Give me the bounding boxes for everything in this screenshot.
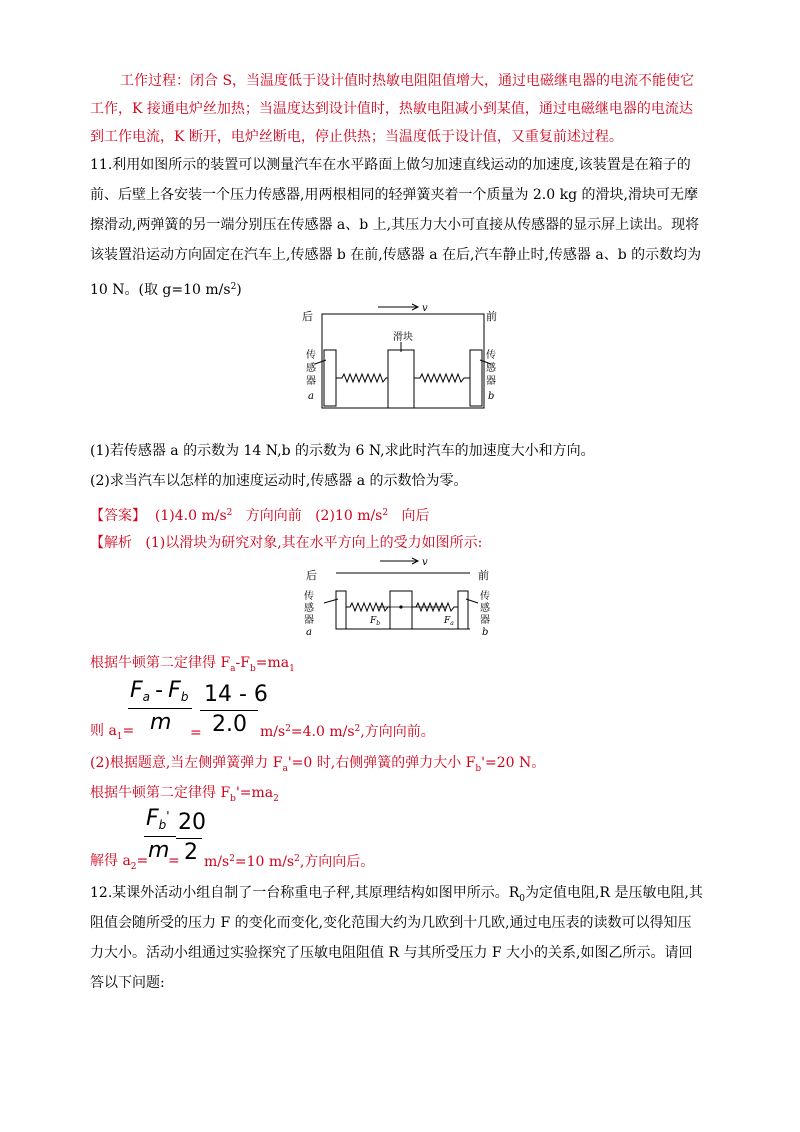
fraction-3-bar [144,836,176,837]
front-label-2: 前 [478,569,489,582]
sensor-a-char-3-fig2: 器 [304,615,314,626]
fraction-4-bar [176,838,202,839]
result-1-suffix: $m/s^2=4.0$ $m/s^2$,方向向前。 [260,724,435,740]
velocity-label: v [422,303,428,314]
sensor-b-char-3: 器 [486,376,496,387]
sensor-b-char-3-fig2: 器 [480,615,490,626]
result-1-equals: = [190,725,202,741]
fraction-3-numerator: $F_b'$ [146,806,170,833]
sensor-a-char-2-fig2: 感 [304,603,314,614]
law-1: 根据牛顿第二定律得 $F_a-F_b=ma_1$ [90,655,295,674]
answer-tag: 【答案】 [90,508,146,524]
velocity-label-2: v [422,557,428,568]
work-process-line-2: 工作，K 接通电炉丝加热；当温度达到设计值时，热敏电阻减小到某值，通过电磁继电器的电流达 [90,101,693,117]
sensor-a-char-1: 传 [306,350,316,361]
front-label: 前 [486,310,497,323]
sensor-b-char-1: 传 [486,350,496,361]
fraction-4-numerator: 20 [178,810,206,835]
fraction-2-numerator: 14 - 6 [204,682,268,707]
sensor-b-char-2-fig2: 感 [480,603,490,614]
slider-block [388,350,414,408]
force-a-label: $F_a$ [444,616,454,627]
sensor-a-char-1-fig2: 传 [304,591,314,602]
fraction-1 [128,678,194,738]
q12-line-2: 阻值会随所受的压力 F 的变化而变化,变化范围大约为几欧到十几欧,通过电压表的读数可以得知压 [90,915,692,931]
q11-line-3: 擦滑动,两弹簧的另一端分别压在传感器 a、b 上,其压力大小可直接从传感器的显示屏上读出。现将 [90,217,700,233]
q11-line-5: 10 N。(取 g=10 $m/s^2$) [90,282,242,298]
sensor-b-fig2 [458,591,468,629]
result-1-prefix: 则 $a_1=$ [90,723,135,742]
block-label: 滑块 [393,332,413,343]
q12-line-1: 12.某课外活动小组自制了一台称重电子秤,其原理结构如图甲所示。$R_0$为定值电阻,R 是压敏电阻,其 [90,885,703,904]
fraction-2-denominator: 2.0 [212,712,247,737]
result-2-suffix: $m/s^2=10$ $m/s^2$,方向向后。 [204,854,375,870]
center-dot [399,605,402,608]
q11-line-2: 前、后壁上各安装一个压力传感器,用两根相同的轻弹簧夹着一个质量为 2.0 kg 的滑块,滑块可无摩 [90,187,698,203]
q11-line-4: 该装置沿运动方向固定在汽车上,传感器 b 在前,传感器 a 在后,汽车静止时,传感器 a、b 的示数均为 [90,247,702,263]
fraction-2 [200,682,268,742]
q12-line-4: 答以下问题: [90,975,165,991]
rear-label: 后 [302,310,313,323]
fraction-1-denominator: m [150,710,172,735]
spring-left [336,374,388,382]
sensor-a-char-2: 感 [306,363,316,374]
fraction-1-numerator: $F_a - F_b$ [130,678,189,705]
sensor-box-figure [298,300,508,415]
sensor-a-char-4: a [308,391,314,402]
sensor-b-char-1-fig2: 传 [480,591,490,602]
fraction-1-bar [128,708,192,709]
analysis-intro: 【解析 (1)以滑块为研究对象,其在水平方向上的受力如图所示: [90,535,483,551]
work-process-line-1: 工作过程：闭合 S，当温度低于设计值时热敏电阻阻值增大，通过电磁继电器的电流不能使它 [120,73,695,89]
sensor-a-fig2 [336,591,346,629]
work-process-line-3: 到工作电流，K 断开，电炉丝断电，停止供热；当温度低于设计值，又重复前述过程。 [90,129,623,145]
fraction-4-denominator: 2 [184,840,198,865]
result-2-prefix: 解得 $a_2=$ [90,853,149,872]
rear-label-2: 后 [306,569,317,582]
slider-block-fig2 [390,591,412,629]
q12-line-3: 力大小。活动小组通过实验探究了压敏电阻阻值 R 与其所受压力 F 大小的关系,如图乙所示。请回 [90,945,693,961]
answer-line: 【答案】 (1)4.0 $m/s^2$ 方向向前 (2)10 $m/s^2$ 向后 [90,508,430,524]
spring-right [414,374,470,382]
fraction-2-bar [200,710,258,711]
result-2-equals: = [168,853,180,869]
fraction-4 [176,810,206,870]
q11-sub-1: (1)若传感器 a 的示数为 14 N,b 的示数为 6 N,求此时汽车的加速度大小和方向。 [90,443,595,459]
sensor-b [470,350,482,406]
sensor-b-char-4: b [488,391,495,402]
force-figure [298,555,508,637]
sensor-a-char-3: 器 [306,376,316,387]
part-2-line: (2)根据题意,当左侧弹簧弹力 $F_a'=0$ 时,右侧弹簧的弹力大小 $F_b'=20$ N。 [90,755,546,774]
q11-sub-2: (2)求当汽车以怎样的加速度运动时,传感器 a 的示数恰为零。 [90,473,468,489]
q11-line-1: 11.利用如图所示的装置可以测量汽车在水平路面上做匀加速直线运动的加速度,该装置是在箱子的 [90,157,691,173]
analysis-tag: 【解析 [90,535,132,551]
sensor-b-char-2: 感 [486,363,496,374]
box-outline [322,314,484,408]
sensor-a-char-4-fig2: a [306,627,312,637]
sensor-a [324,350,336,406]
law-2: 根据牛顿第二定律得 $F_b'=ma_2$ [90,785,279,804]
fraction-3-denominator: m [148,838,170,863]
sensor-b-char-4-fig2: b [482,627,489,637]
force-b-label: $F_b$ [370,616,381,627]
